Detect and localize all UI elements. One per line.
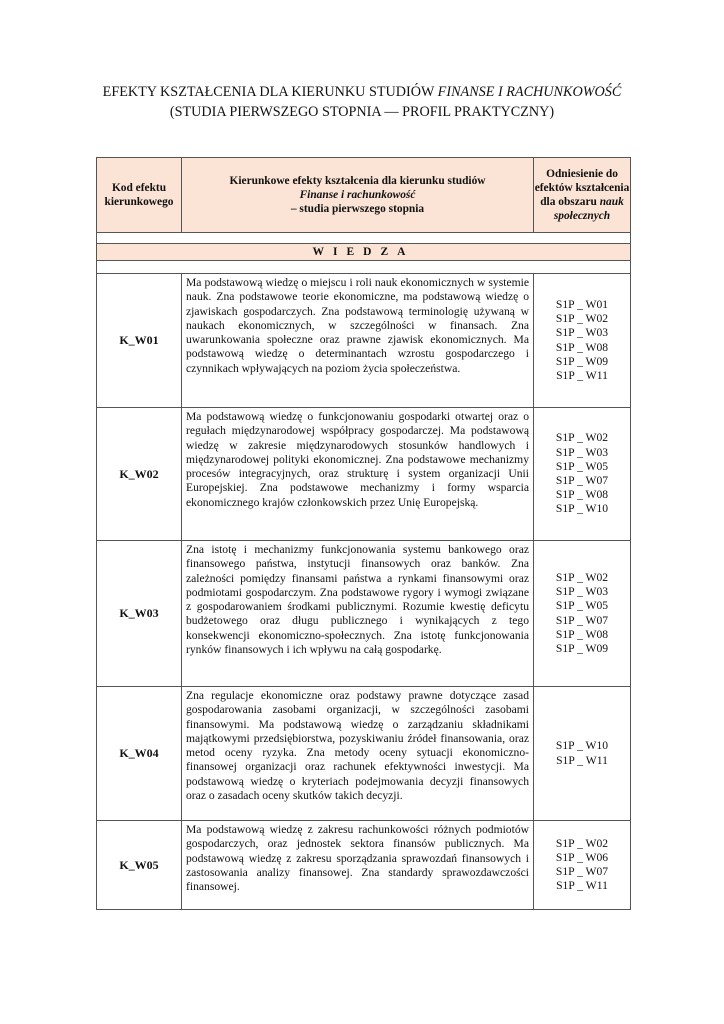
table-header-row xyxy=(97,158,631,233)
outcome-code: K_W01 xyxy=(97,274,182,408)
outcome-code: K_W02 xyxy=(97,408,182,541)
learning-outcomes-table xyxy=(96,157,631,910)
table-row xyxy=(97,274,631,408)
header-reference: Odniesienie do efektów kształcenia dla obszaru nauk społecznych xyxy=(534,158,631,233)
outcome-description: Zna regulacje ekonomiczne oraz podstawy prawne dotyczące zasad gospodarowania zasobami organizacji, w szczególności zasobami finansowymi. Ma podstawową wiedzę o zarządzaniu składnikami majątkowymi przedsiębiorstwa, pozyskiwaniu źródeł finansowania, oraz metod oceny ryzyka. Zna metody oceny sytuacji ekonomiczno-finansowej organizacji oraz rachunek efektywności inwestycji. Ma podstawową wiedzę o kryteriach podejmowania decyzji finansowych oraz o zasadach oceny skutków takich decyzji. xyxy=(182,687,534,821)
outcome-references: S1P _ W02 S1P _ W03 S1P _ W05 S1P _ W07 S1P _ W08 S1P _ W10 xyxy=(534,408,631,541)
section-header-row xyxy=(97,244,631,261)
table-row xyxy=(97,821,631,910)
outcome-code: K_W05 xyxy=(97,821,182,910)
outcome-description: Zna istotę i mechanizmy funkcjonowania systemu bankowego oraz finansowego państwa, instytucji finansowych oraz banków. Zna zależności pomiędzy finansami państwa a rynkami finansowymi oraz podmiotami gospodarczym. Zna podstawowe rygory i wymogi związane z gospodarowaniem środkami publicznymi. Rozumie kwestię deficytu budżetowego oraz długu publicznego i wynikających z tego konsekwencji ekonomiczno-społecznych. Zna istotę funkcjonowania rynków finansowych i ich wpływu na całą gospodarkę. xyxy=(182,541,534,687)
table-row xyxy=(97,541,631,687)
section-title: WIEDZA xyxy=(97,244,631,261)
program-name: FINANSE I RACHUNKOWOŚĆ xyxy=(437,84,622,100)
spacer-row xyxy=(97,233,631,244)
outcome-code: K_W03 xyxy=(97,541,182,687)
spacer-row xyxy=(97,261,631,274)
outcome-references: S1P _ W10 S1P _ W11 xyxy=(534,687,631,821)
outcome-references: S1P _ W02 S1P _ W06 S1P _ W07 S1P _ W11 xyxy=(534,821,631,910)
title-line-2: (STUDIA PIERWSZEGO STOPNIA — PROFIL PRAKTYCZNY) xyxy=(169,104,555,120)
title-line-1: EFEKTY KSZTAŁCENIA DLA KIERUNKU STUDIÓW FINANSE I RACHUNKOWOŚĆ xyxy=(102,84,622,100)
header-code: Kod efektu kierunkowego xyxy=(97,158,182,233)
document-title xyxy=(60,82,664,122)
outcome-code: K_W04 xyxy=(97,687,182,821)
outcome-references: S1P _ W02 S1P _ W03 S1P _ W05 S1P _ W07 S1P _ W08 S1P _ W09 xyxy=(534,541,631,687)
outcome-references: S1P _ W01 S1P _ W02 S1P _ W03 S1P _ W08 S1P _ W09 S1P _ W11 xyxy=(534,274,631,408)
outcome-description: Ma podstawową wiedzę z zakresu rachunkowości różnych podmiotów gospodarczych, oraz jednostek sektora finansów publicznych. Ma podstawową wiedzę z zakresu sporządzania sprawozdań finansowych i zastosowania analizy finansowej. Zna standardy sprawozdawczości finansowej. xyxy=(182,821,534,910)
table-row xyxy=(97,408,631,541)
header-outcomes: Kierunkowe efekty kształcenia dla kierunku studiów Finanse i rachunkowość – studia pierwszego stopnia xyxy=(182,158,534,233)
outcome-description: Ma podstawową wiedzę o miejscu i roli nauk ekonomicznych w systemie nauk. Zna podstawowe teorie ekonomiczne, ma podstawową wiedzę o zjawiskach gospodarczych. Zna podstawową terminologię używaną w naukach ekonomicznych, w szczególności w finansach. Zna uwarunkowania społeczne oraz prawne zjawisk ekonomicznych. Ma podstawową wiedzę o determinantach wzrostu gospodarczego i czynnikach wpływających na poziom życia społeczeństwa. xyxy=(182,274,534,408)
outcome-description: Ma podstawową wiedzę o funkcjonowaniu gospodarki otwartej oraz o regułach międzynarodowej współpracy gospodarczej. Ma podstawową wiedzę w zakresie międzynarodowych stosunków handlowych i międzynarodowej polityki ekonomicznej. Zna podstawowe mechanizmy procesów integracyjnych, oraz strukturę i system organizacji Unii Europejskiej. Zna podstawowe mechanizmy i formy wsparcia ekonomicznego krajów członkowskich przez Unię Europejską. xyxy=(182,408,534,541)
table-row xyxy=(97,687,631,821)
